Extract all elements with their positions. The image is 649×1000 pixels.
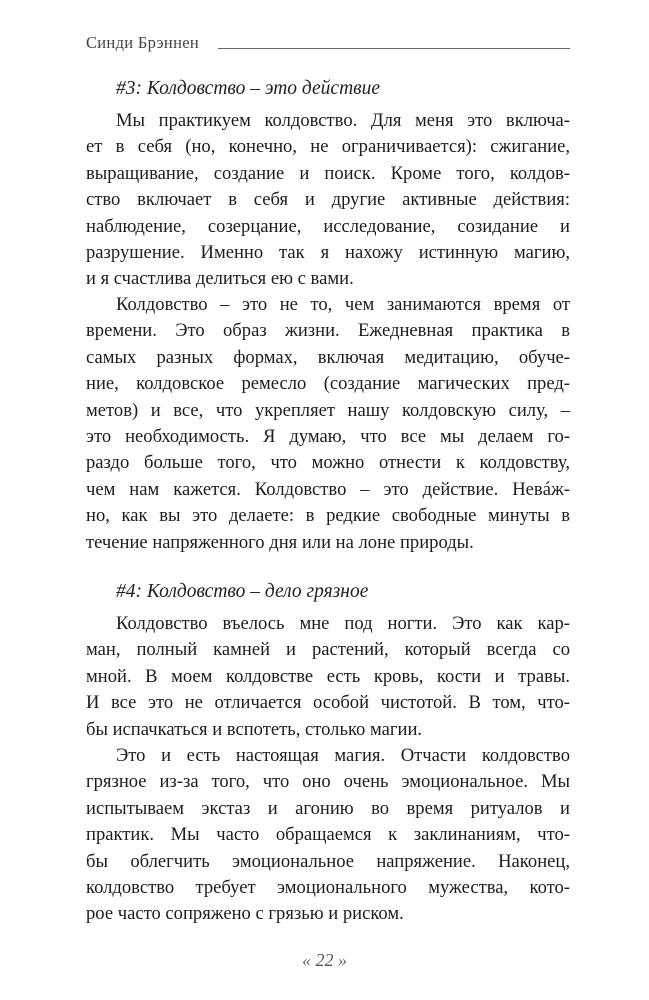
text-line: Колдовство въелось мне под ногти. Это как кар- <box>116 613 570 634</box>
section-title: #3: Колдовство – это действие <box>116 78 381 99</box>
text-line: самых разных формах, включая медитацию, обуче- <box>86 346 570 368</box>
text-line: времени. Это образ жизни. Ежедневная практика в <box>86 320 570 342</box>
text-line: ство включает в себя и другие активные действия: <box>86 189 570 211</box>
text-line: грязное из-за того, что оно очень эмоциональное. Мы <box>86 771 570 793</box>
text-line: рое часто сопряжено с грязью и риском. <box>86 903 404 925</box>
text-line: наблюдение, созерцание, исследование, созидание и <box>86 215 570 237</box>
text-line: метов) и все, что укрепляет нашу колдовскую силу, – <box>86 399 570 421</box>
text-line: бы облегчить эмоциональное напряжение. Наконец, <box>86 850 570 872</box>
author-name: Синди Брэннен <box>86 33 199 52</box>
text-line: выращивание, создание и поиск. Кроме того, колдов- <box>86 162 570 184</box>
text-line: течение напряженного дня или на лоне природы. <box>86 531 474 553</box>
text-line: это необходимость. Я думаю, что все мы делаем го- <box>86 425 570 447</box>
text-line: ет в себя (но, конечно, не ограничивается): сжигание, <box>86 136 570 158</box>
text-line: испытываем экстаз и агонию во время ритуалов и <box>86 797 570 819</box>
text-line: раздо больше того, что можно отнести к колдовству, <box>86 452 570 474</box>
text-line: Это и есть настоящая магия. Отчасти колдовство <box>116 745 570 766</box>
text-line: Колдовство – это не то, чем занимаются время от <box>116 294 570 315</box>
text-line: Мы практикуем колдовство. Для меня это включа- <box>116 110 570 131</box>
text-line: бы испачкаться и вспотеть, столько магии. <box>86 718 423 740</box>
text-line: чем нам кажется. Колдовство – это действие. Невáж- <box>86 478 570 500</box>
text-line: разрушение. Именно так я нахожу истинную магию, <box>86 241 570 263</box>
paragraph <box>86 611 570 743</box>
running-header <box>86 33 570 59</box>
paragraph <box>86 743 570 928</box>
text-line: ман, полный камней и растений, который всегда со <box>86 639 570 661</box>
text-line: практик. Мы часто обращаемся к заклинаниям, что- <box>86 824 570 846</box>
paragraph <box>86 292 570 556</box>
page-number: « 22 » <box>302 950 347 970</box>
text-line: ние, колдовское ремесло (создание магических пред- <box>86 373 570 395</box>
text-line: но, как вы это делаете: в редкие свободные минуты в <box>86 505 570 527</box>
text-line: и я счастлива делиться ею с вами. <box>86 268 354 290</box>
text-line: колдовство требует эмоционального мужества, кото- <box>86 876 570 898</box>
text-line: мной. В моем колдовстве есть кровь, кости и травы. <box>86 665 570 687</box>
section-title: #4: Колдовство – дело грязное <box>116 581 369 602</box>
header-rule <box>218 48 570 49</box>
text-line: И все это не отличается особой чистотой. В том, что- <box>86 692 570 714</box>
paragraph <box>86 108 570 293</box>
